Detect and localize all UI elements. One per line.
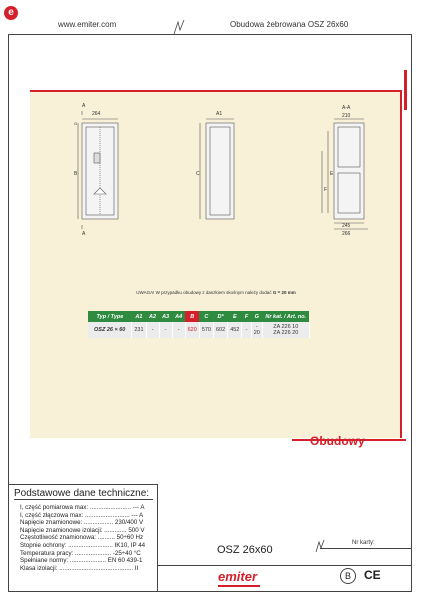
tech-item: Częstotliwość znamionowa: .......... 50÷60 Hz xyxy=(20,534,144,542)
side-width-label: A1 xyxy=(216,111,223,117)
tech-item: Klasa izolacji: ........................................... II xyxy=(20,564,139,572)
front-view xyxy=(78,111,118,229)
table-header: C xyxy=(199,311,213,322)
spec-table xyxy=(88,311,310,338)
table-cell-catalog: ZA 226 10 ZA 226 20 xyxy=(262,322,309,338)
table-cell-highlight: 620 xyxy=(185,322,199,338)
model-name: OSZ 26x60 xyxy=(217,544,273,556)
table-cell-type: OSZ 26 × 60 xyxy=(88,322,132,338)
b-certification-icon: B xyxy=(340,568,356,584)
table-header: G xyxy=(251,311,262,322)
tech-item: I, część pomiarowa max: ........................ --- A xyxy=(20,504,145,511)
table-cell: 452 xyxy=(228,322,242,338)
table-header: Nr kat. / Art. no. xyxy=(262,311,309,322)
tech-title-underline xyxy=(14,499,153,500)
note-text xyxy=(30,290,402,295)
website-url[interactable]: www.emiter.com xyxy=(58,20,117,29)
page-title: Obudowa żebrowana OSZ 26x60 xyxy=(230,20,349,29)
table-header: D* xyxy=(214,311,228,322)
ce-mark-icon: CE xyxy=(364,568,381,582)
section-top-label: 210 xyxy=(342,113,351,119)
note-value: G = 20 mm xyxy=(272,290,296,295)
table-header: F xyxy=(242,311,251,322)
table-header: E xyxy=(228,311,242,322)
front-g-label: G xyxy=(74,121,78,126)
table-cell: 570 xyxy=(199,322,213,338)
red-edge-marker xyxy=(404,70,407,110)
side-view xyxy=(200,119,234,219)
tech-item: I, część złączowa max: .......................... --- A xyxy=(20,511,144,519)
model-underline xyxy=(158,565,412,566)
table-header: A1 xyxy=(132,311,146,322)
table-header: A3 xyxy=(159,311,172,322)
emiter-logo-icon: e xyxy=(4,6,18,20)
section-f-label: F xyxy=(324,187,328,193)
front-height-label: B xyxy=(74,171,78,177)
card-number-line xyxy=(320,548,412,549)
sheet-top-rule xyxy=(30,90,402,92)
table-cell: - xyxy=(172,322,185,338)
tech-item: Napięcie znamionowe izolacji: ............. 500 V xyxy=(20,526,145,534)
side-height-label: C xyxy=(196,171,200,177)
table-cell-g: - 20 xyxy=(251,322,262,338)
brand-logo: emiter xyxy=(218,569,258,584)
section-e-label: E xyxy=(330,171,334,177)
brand-underline xyxy=(218,585,260,587)
tech-item: Stopnie ochrony: .......................... IK10, IP 44 xyxy=(20,541,146,549)
table-cell: 602 xyxy=(214,322,228,338)
section-bottom-label-1: 245 xyxy=(342,223,351,229)
section-view-label: A-A xyxy=(342,105,351,111)
section-view xyxy=(322,119,368,229)
front-section-bottom: A xyxy=(82,231,86,237)
table-header: A2 xyxy=(146,311,159,322)
table-row xyxy=(88,322,309,338)
note-prefix: UWAGA! W przypadku obudowy z daszkiem skośnym należy dodać xyxy=(136,290,273,295)
tech-data-list xyxy=(20,504,172,572)
front-width-label: 264 xyxy=(92,111,101,117)
section-label: Obudowy xyxy=(310,434,365,448)
tech-item: Temperatura pracy: ..................... -25÷40 °C xyxy=(20,549,141,557)
table-cell: - xyxy=(146,322,159,338)
break-mark-icon xyxy=(314,538,326,554)
table-cell: 231 xyxy=(132,322,146,338)
table-cell: - xyxy=(242,322,251,338)
table-header: A4 xyxy=(172,311,185,322)
table-header: Typ / Type xyxy=(88,311,132,322)
tech-data-title: Podstawowe dane techniczne: xyxy=(14,488,150,499)
table-cell: - xyxy=(159,322,172,338)
technical-drawing xyxy=(30,95,402,245)
card-number-label: Nr karty: xyxy=(352,540,375,546)
tech-item: Napięcie znamionowe: ................. 230/400 V xyxy=(20,519,144,527)
section-bottom-label-2: 266 xyxy=(342,231,351,237)
front-section-top: A xyxy=(82,103,86,109)
table-header-highlight: B xyxy=(185,311,199,322)
table-header-row xyxy=(88,311,309,322)
tech-item: Spełniane normy: ..................... EN 60 439-1 xyxy=(20,557,143,565)
